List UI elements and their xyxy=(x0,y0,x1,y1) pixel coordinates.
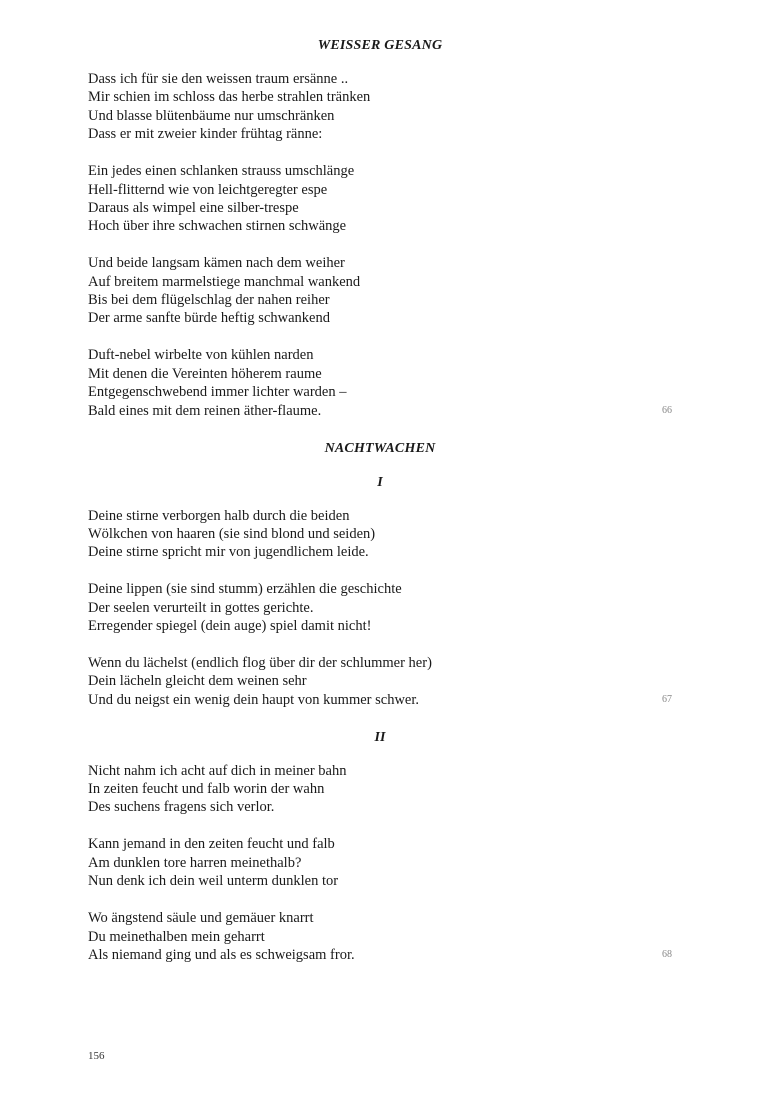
verse-line: Wölkchen von haaren (sie sind blond und seiden) xyxy=(88,525,376,542)
stanza xyxy=(88,254,672,328)
poem-subtitle: I xyxy=(377,474,383,490)
verse-line: Bis bei dem flügelschlag der nahen reiher xyxy=(88,292,330,309)
verse-line: Mir schien im schloss das herbe strahlen tränken xyxy=(88,89,371,106)
poem-weisser-gesang xyxy=(88,70,672,420)
verse-line: Der arme sanfte bürde heftig schwankend xyxy=(88,310,330,327)
verse-line: Deine stirne spricht mir von jugendlichem leide. xyxy=(88,544,369,561)
stanza xyxy=(88,162,672,236)
verse-line: Wo ängstend säule und gemäuer knarrt xyxy=(88,910,314,927)
verse-line: Deine lippen (sie sind stumm) erzählen die geschichte xyxy=(88,581,402,598)
verse-line: Dein lächeln gleicht dem weinen sehr xyxy=(88,673,307,690)
verse-line: Des suchens fragens sich verlor. xyxy=(88,799,275,816)
poem-nachtwachen-i xyxy=(88,507,672,710)
verse-line: Kann jemand in den zeiten feucht und falb xyxy=(88,836,335,853)
stanza xyxy=(88,507,672,562)
verse-line: Und du neigst ein wenig dein haupt von kummer schwer. xyxy=(88,691,420,708)
stanza xyxy=(88,835,672,890)
verse-line: Nun denk ich dein weil unterm dunklen tor xyxy=(88,873,339,890)
verse-line: Nicht nahm ich acht auf dich in meiner bahn xyxy=(88,762,347,779)
verse-line: Hell-flitternd wie von leichtgeregter espe xyxy=(88,181,328,198)
poem-number: 67 xyxy=(662,693,672,705)
page-number: 156 xyxy=(88,1050,105,1062)
poem-number: 66 xyxy=(662,404,672,416)
verse-line: Bald eines mit dem reinen äther-flaume. xyxy=(88,402,322,419)
verse-line: Als niemand ging und als es schweigsam fror. xyxy=(88,946,355,963)
verse-line: Dass ich für sie den weissen traum ersänne .. xyxy=(88,71,349,87)
page-content xyxy=(88,36,672,983)
poem-nachtwachen-ii xyxy=(88,762,672,965)
verse-line: In zeiten feucht und falb worin der wahn xyxy=(88,781,325,798)
verse-line: Du meinethalben mein geharrt xyxy=(88,928,265,945)
verse-line: Ein jedes einen schlanken strauss umschlänge xyxy=(88,163,355,180)
poem-subtitle: II xyxy=(374,729,386,745)
stanza xyxy=(88,909,672,964)
stanza xyxy=(88,654,672,709)
poem-title: NACHTWACHEN xyxy=(324,440,436,456)
verse-line: Erregender spiegel (dein auge) spiel damit nicht! xyxy=(88,618,372,635)
stanza xyxy=(88,70,672,144)
verse-line: Deine stirne verborgen halb durch die beiden xyxy=(88,507,350,524)
verse-line: Hoch über ihre schwachen stirnen schwänge xyxy=(88,218,347,235)
verse-line: Der seelen verurteilt in gottes gerichte. xyxy=(88,599,314,616)
stanza xyxy=(88,762,672,817)
stanza xyxy=(88,346,672,420)
verse-line: Wenn du lächelst (endlich flog über dir der schlummer her) xyxy=(88,654,432,671)
verse-line: Und blasse blütenbäume nur umschränken xyxy=(88,107,335,124)
verse-line: Dass er mit zweier kinder frühtag ränne: xyxy=(88,126,323,143)
verse-line: Mit denen die Vereinten höherem raume xyxy=(88,365,322,382)
verse-line: Auf breitem marmelstiege manchmal wankend xyxy=(88,273,361,290)
verse-line: Daraus als wimpel eine silber-trespe xyxy=(88,199,299,216)
verse-line: Duft-nebel wirbelte von kühlen narden xyxy=(88,347,314,364)
poem-title: WEISSER GESANG xyxy=(317,38,443,53)
verse-line: Und beide langsam kämen nach dem weiher xyxy=(88,255,345,272)
verse-line: Entgegenschwebend immer lichter warden – xyxy=(88,384,347,401)
stanza xyxy=(88,580,672,635)
poem-number: 68 xyxy=(662,948,672,960)
verse-line: Am dunklen tore harren meinethalb? xyxy=(88,854,302,871)
